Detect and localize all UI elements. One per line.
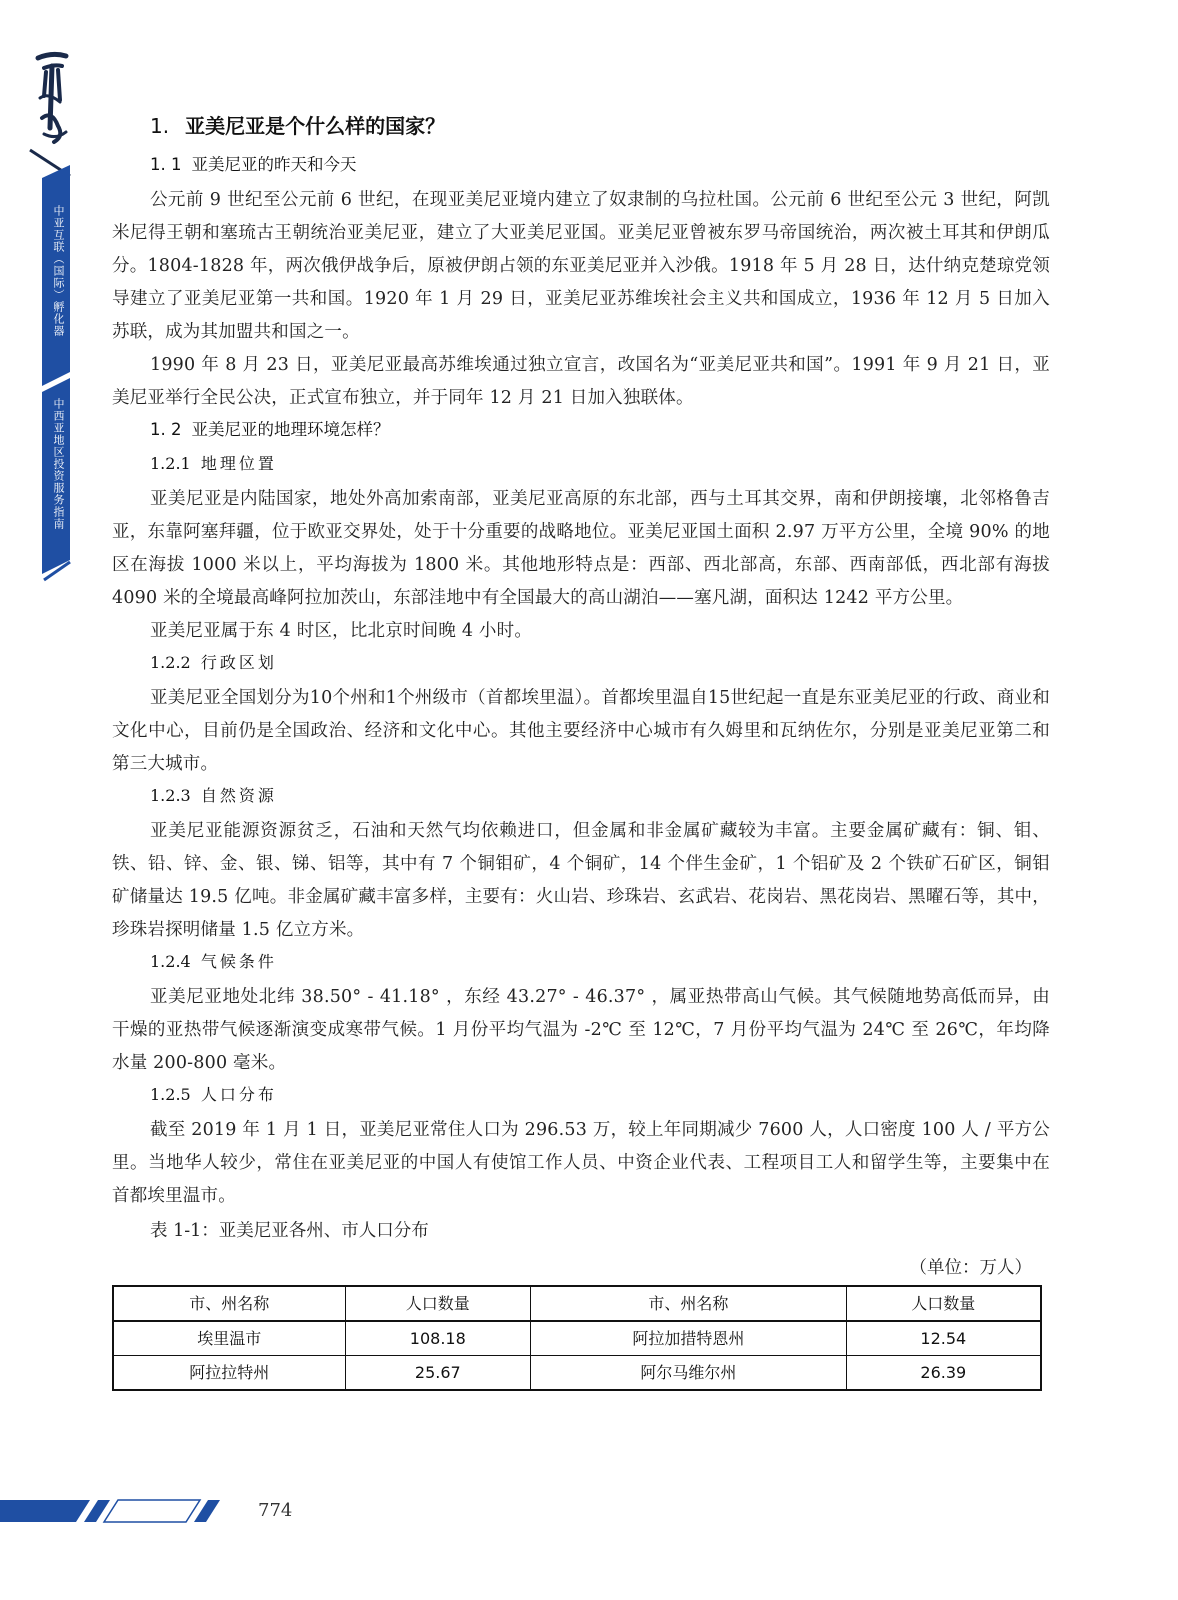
calligraphy-logo-icon: [38, 54, 66, 142]
section-number: 1. 2: [150, 420, 182, 439]
table-cell: 25.67: [345, 1356, 531, 1391]
subsection-heading-1-2-2: [150, 648, 1050, 678]
paragraph-history-2: 1990 年 8 月 23 日，亚美尼亚最高苏维埃通过独立宣言，改国名为“亚美尼亚共和国”。1991 年 9 月 21 日，亚美尼亚举行全民公决，正式宣布独立，并于同年 12 月 21 日加入独联体。: [112, 355, 1050, 408]
subsection-number: 1.2.2: [150, 653, 191, 672]
table-unit: （单位：万人）: [909, 1258, 1032, 1278]
header-city-name: 市、州名称: [531, 1286, 847, 1321]
population-table: [112, 1285, 1042, 1391]
paragraph-history-1: 公元前 9 世纪至公元前 6 世纪，在现亚美尼亚境内建立了奴隶制的乌拉杜国。公元前 6 世纪至公元 3 世纪，阿凯米尼得王朝和塞琉古王朝统治亚美尼亚，建立了大亚美尼亚国。亚美尼亚曾被东罗马帝国统治，两次被土耳其和伊朗瓜分。1804-1828 年，两次俄伊战争后，原被伊朗占领的东亚美尼亚并入沙俄。1918 年 5 月 28 日，达什纳克楚琼党领导建立了亚美尼亚第一共和国。1920 年 1 月 29 日，亚美尼亚苏维埃社会主义共和国成立，1936 年 12 月 5 日加入苏联，成为其加盟共和国之一。: [112, 190, 1050, 342]
section-heading-1-2: [150, 415, 1050, 445]
page-number: 774: [258, 1500, 293, 1521]
table-header-row: [113, 1286, 1041, 1321]
subsection-heading-1-2-3: [150, 781, 1050, 811]
subsection-title: 气候条件: [200, 952, 277, 971]
subsection-title: 人口分布: [200, 1085, 277, 1104]
chapter-number: 1.: [150, 114, 170, 138]
subsection-title: 地理位置: [200, 454, 277, 473]
sidebar-graphic: [0, 0, 80, 600]
paragraph-resources: 亚美尼亚能源资源贫乏，石油和天然气均依赖进口，但金属和非金属矿藏较为丰富。主要金属矿藏有：铜、钼、铁、铅、锌、金、银、锑、铝等，其中有 7 个铜钼矿，4 个铜矿，14 个伴生金矿，1 个铝矿及 2 个铁矿石矿区，铜钼矿储量达 19.5 亿吨。非金属矿藏丰富多样，主要有：火山岩、珍珠岩、玄武岩、花岗岩、黑花岗岩、黑曜石等，其中，珍珠岩探明储量 1.5 亿立方米。: [112, 821, 1050, 940]
sidebar-decoration: [0, 0, 80, 600]
chapter-title: 亚美尼亚是个什么样的国家？: [185, 114, 446, 138]
sidebar-incubator-label: 中亚互联（国际）孵化器: [52, 205, 65, 337]
subsection-number: 1.2.1: [150, 454, 191, 473]
table-cell: 阿尔马维尔州: [531, 1356, 847, 1391]
table-cell: 108.18: [345, 1321, 531, 1356]
table-cell: 12.54: [846, 1321, 1041, 1356]
paragraph-location: 亚美尼亚是内陆国家，地处外高加索南部，亚美尼亚高原的东北部，西与土耳其交界，南和伊朗接壤，北邻格鲁吉亚，东靠阿塞拜疆，位于欧亚交界处，处于十分重要的战略地位。亚美尼亚国土面积 2.97 万平方公里，全境 90% 的地区在海拔 1000 米以上，平均海拔为 1800 米。其他地形特点是：西部、西北部高，东部、西南部低，西北部有海拔 4090 米的全境最高峰阿拉加茨山，东部洼地中有全国最大的高山湖泊——塞凡湖，面积达 1242 平方公里。: [112, 489, 1050, 608]
subsection-title: 自然资源: [200, 786, 277, 805]
chapter-heading: [150, 108, 1050, 144]
table-cell: 阿拉拉特州: [113, 1356, 345, 1391]
table-row: [113, 1321, 1041, 1356]
table-cell: 埃里温市: [113, 1321, 345, 1356]
subsection-number: 1.2.5: [150, 1085, 191, 1104]
page-content: [112, 108, 1050, 1391]
section-heading-1-1: [150, 150, 1050, 180]
section-title: 亚美尼亚的昨天和今天: [191, 155, 357, 174]
table-caption: 表 1-1：亚美尼亚各州、市人口分布: [150, 1221, 429, 1241]
subsection-heading-1-2-4: [150, 947, 1050, 977]
paragraph-administration: 亚美尼亚全国划分为10个州和1个州级市（首都埃里温）。首都埃里温自15世纪起一直是东亚美尼亚的行政、商业和文化中心，目前仍是全国政治、经济和文化中心。其他主要经济中心城市有久姆里和瓦纳佐尔，分别是亚美尼亚第二和第三大城市。: [112, 688, 1050, 774]
sidebar-guide-label: 中西亚地区投资服务指南: [52, 398, 65, 530]
table-row: [113, 1356, 1041, 1391]
subsection-number: 1.2.3: [150, 786, 191, 805]
header-city-name: 市、州名称: [113, 1286, 345, 1321]
paragraph-population: 截至 2019 年 1 月 1 日，亚美尼亚常住人口为 296.53 万，较上年同期减少 7600 人，人口密度 100 人 / 平方公里。当地华人较少，常住在亚美尼亚的中国人有使馆工作人员、中资企业代表、工程项目工人和留学生等，主要集中在首都埃里温市。: [112, 1120, 1050, 1206]
section-title: 亚美尼亚的地理环境怎样？: [191, 420, 390, 439]
subsection-heading-1-2-5: [150, 1080, 1050, 1110]
subsection-heading-1-2-1: [150, 449, 1050, 479]
subsection-title: 行政区划: [200, 653, 277, 672]
subsection-number: 1.2.4: [150, 952, 191, 971]
section-number: 1. 1: [150, 155, 182, 174]
table-cell: 阿拉加措特恩州: [531, 1321, 847, 1356]
paragraph-climate: 亚美尼亚地处北纬 38.50° - 41.18° ，东经 43.27° - 46.37° ，属亚热带高山气候。其气候随地势高低而异，由干燥的亚热带气候逐渐演变成寒带气候。1 月份平均气温为 -2℃ 至 12℃，7 月份平均气温为 24℃ 至 26℃，年均降水量 200-800 毫米。: [112, 987, 1050, 1073]
header-population: 人口数量: [345, 1286, 531, 1321]
paragraph-timezone: 亚美尼亚属于东 4 时区，比北京时间晚 4 小时。: [150, 621, 533, 641]
table-cell: 26.39: [846, 1356, 1041, 1391]
header-population: 人口数量: [846, 1286, 1041, 1321]
footer-stripes: [0, 1490, 230, 1530]
